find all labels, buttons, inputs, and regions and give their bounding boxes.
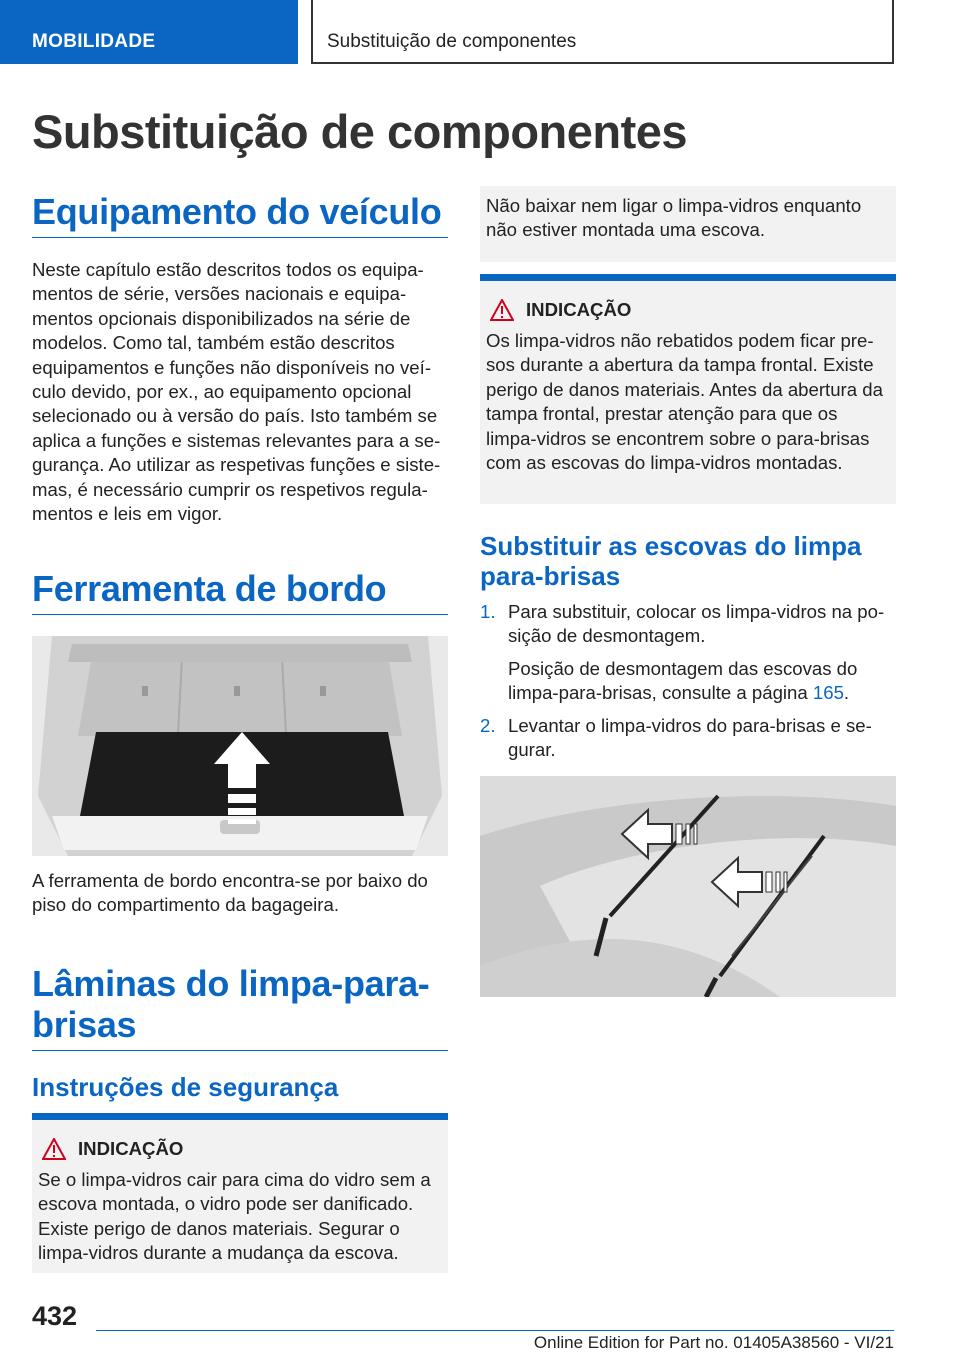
trunk-image: [32, 636, 448, 856]
note-heading-label: INDICAÇÃO: [78, 1138, 184, 1159]
arrow-up-icon: [212, 730, 272, 830]
chapter-label: Substituição de componentes: [327, 31, 577, 52]
step-number: 2.: [480, 714, 496, 736]
note-heading-label: INDICAÇÃO: [526, 299, 632, 320]
wiper-arrow-icon: [620, 804, 700, 864]
note-heading: [32, 1120, 448, 1160]
steps-list: [480, 600, 896, 770]
note-bar: [480, 274, 896, 281]
note-text-continued: Não baixar nem ligar o limpa-vidros enquanto não estiver montada uma escova.: [486, 195, 862, 241]
section-label: MOBILIDADE: [32, 31, 156, 52]
note-heading: [480, 281, 896, 321]
footer-rule: [96, 1330, 894, 1331]
wiper-arrow-icon: [710, 852, 790, 912]
footer-edition: Online Edition for Part no. 01405A38560 - VI/21: [533, 1333, 894, 1352]
page-number: 432: [32, 1301, 78, 1331]
step-number: 1.: [480, 601, 496, 622]
equipment-text: Neste capítulo estão descritos todos os equipamentos de série, versões nacionais e equipamentos opcionais disponibilizados na série de modelos. Como tal, também estão descritos equipamentos e funções não disponíveis no veículo devido, por ex., ao equipamento opcional selecionado ou à versão do país. Isto também se aplica a funções e sistemas relevantes para a segurança. Ao utilizar as respetivas funções e sistemas, é necessário cumprir os respetivos regulamentos e leis em vigor.: [32, 259, 441, 525]
section-tab: [0, 0, 298, 64]
step-text: Levantar o limpa-vidros do para-brisas e segurar.: [508, 714, 872, 761]
tool-heading: Ferramenta de bordo: [32, 568, 448, 615]
list-item: [480, 714, 896, 763]
warning-triangle-icon: [490, 299, 514, 321]
equipment-heading: Equipamento do veículo: [32, 191, 448, 238]
page-link[interactable]: 165: [812, 682, 844, 704]
warning-triangle-icon: [42, 1138, 66, 1160]
note-text: Se o limpa-vidros cair para cima do vidro sem a escova montada, o vidro pode ser danificado. Existe perigo de danos materiais. Segurar o limpa-vidros durante a mudança da escova.: [38, 1169, 431, 1264]
wiper-image: [480, 776, 896, 997]
safety-heading: Instruções de segurança: [32, 1072, 339, 1102]
warning-note-2: [480, 274, 896, 504]
chapter-header: [311, 0, 894, 64]
step-text: Para substituir, colocar os limpa-vidros na posição de desmontagem.: [508, 601, 885, 647]
warning-note-1-continued: [480, 186, 896, 262]
list-item: [480, 600, 896, 706]
step-extra-end: .: [843, 682, 850, 704]
note-text: Os limpa-vidros não rebatidos podem ficar presos durante a abertura da tampa frontal. Existe perigo de danos materiais. Antes da abertura da tampa frontal, prestar atenção para que os limpa-vidros se encontrem sobre o para-brisas com as escovas do limpa-vidros montadas.: [486, 330, 883, 474]
wiper-heading: Lâminas do limpa-para-brisas: [32, 963, 448, 1051]
warning-note-1: [32, 1113, 448, 1273]
step-extra: [508, 657, 896, 706]
page-title: Substituição de componentes: [32, 105, 688, 158]
replace-heading: Substituir as escovas do limpa para-brisas: [480, 531, 862, 591]
step-extra-text: Posição de desmontagem das escovas do limpa-para-brisas, consulte a página: [508, 657, 858, 704]
tool-text: A ferramenta de bordo encontra-se por baixo do piso do compartimento da bagageira.: [32, 870, 428, 916]
note-bar: [32, 1113, 448, 1120]
